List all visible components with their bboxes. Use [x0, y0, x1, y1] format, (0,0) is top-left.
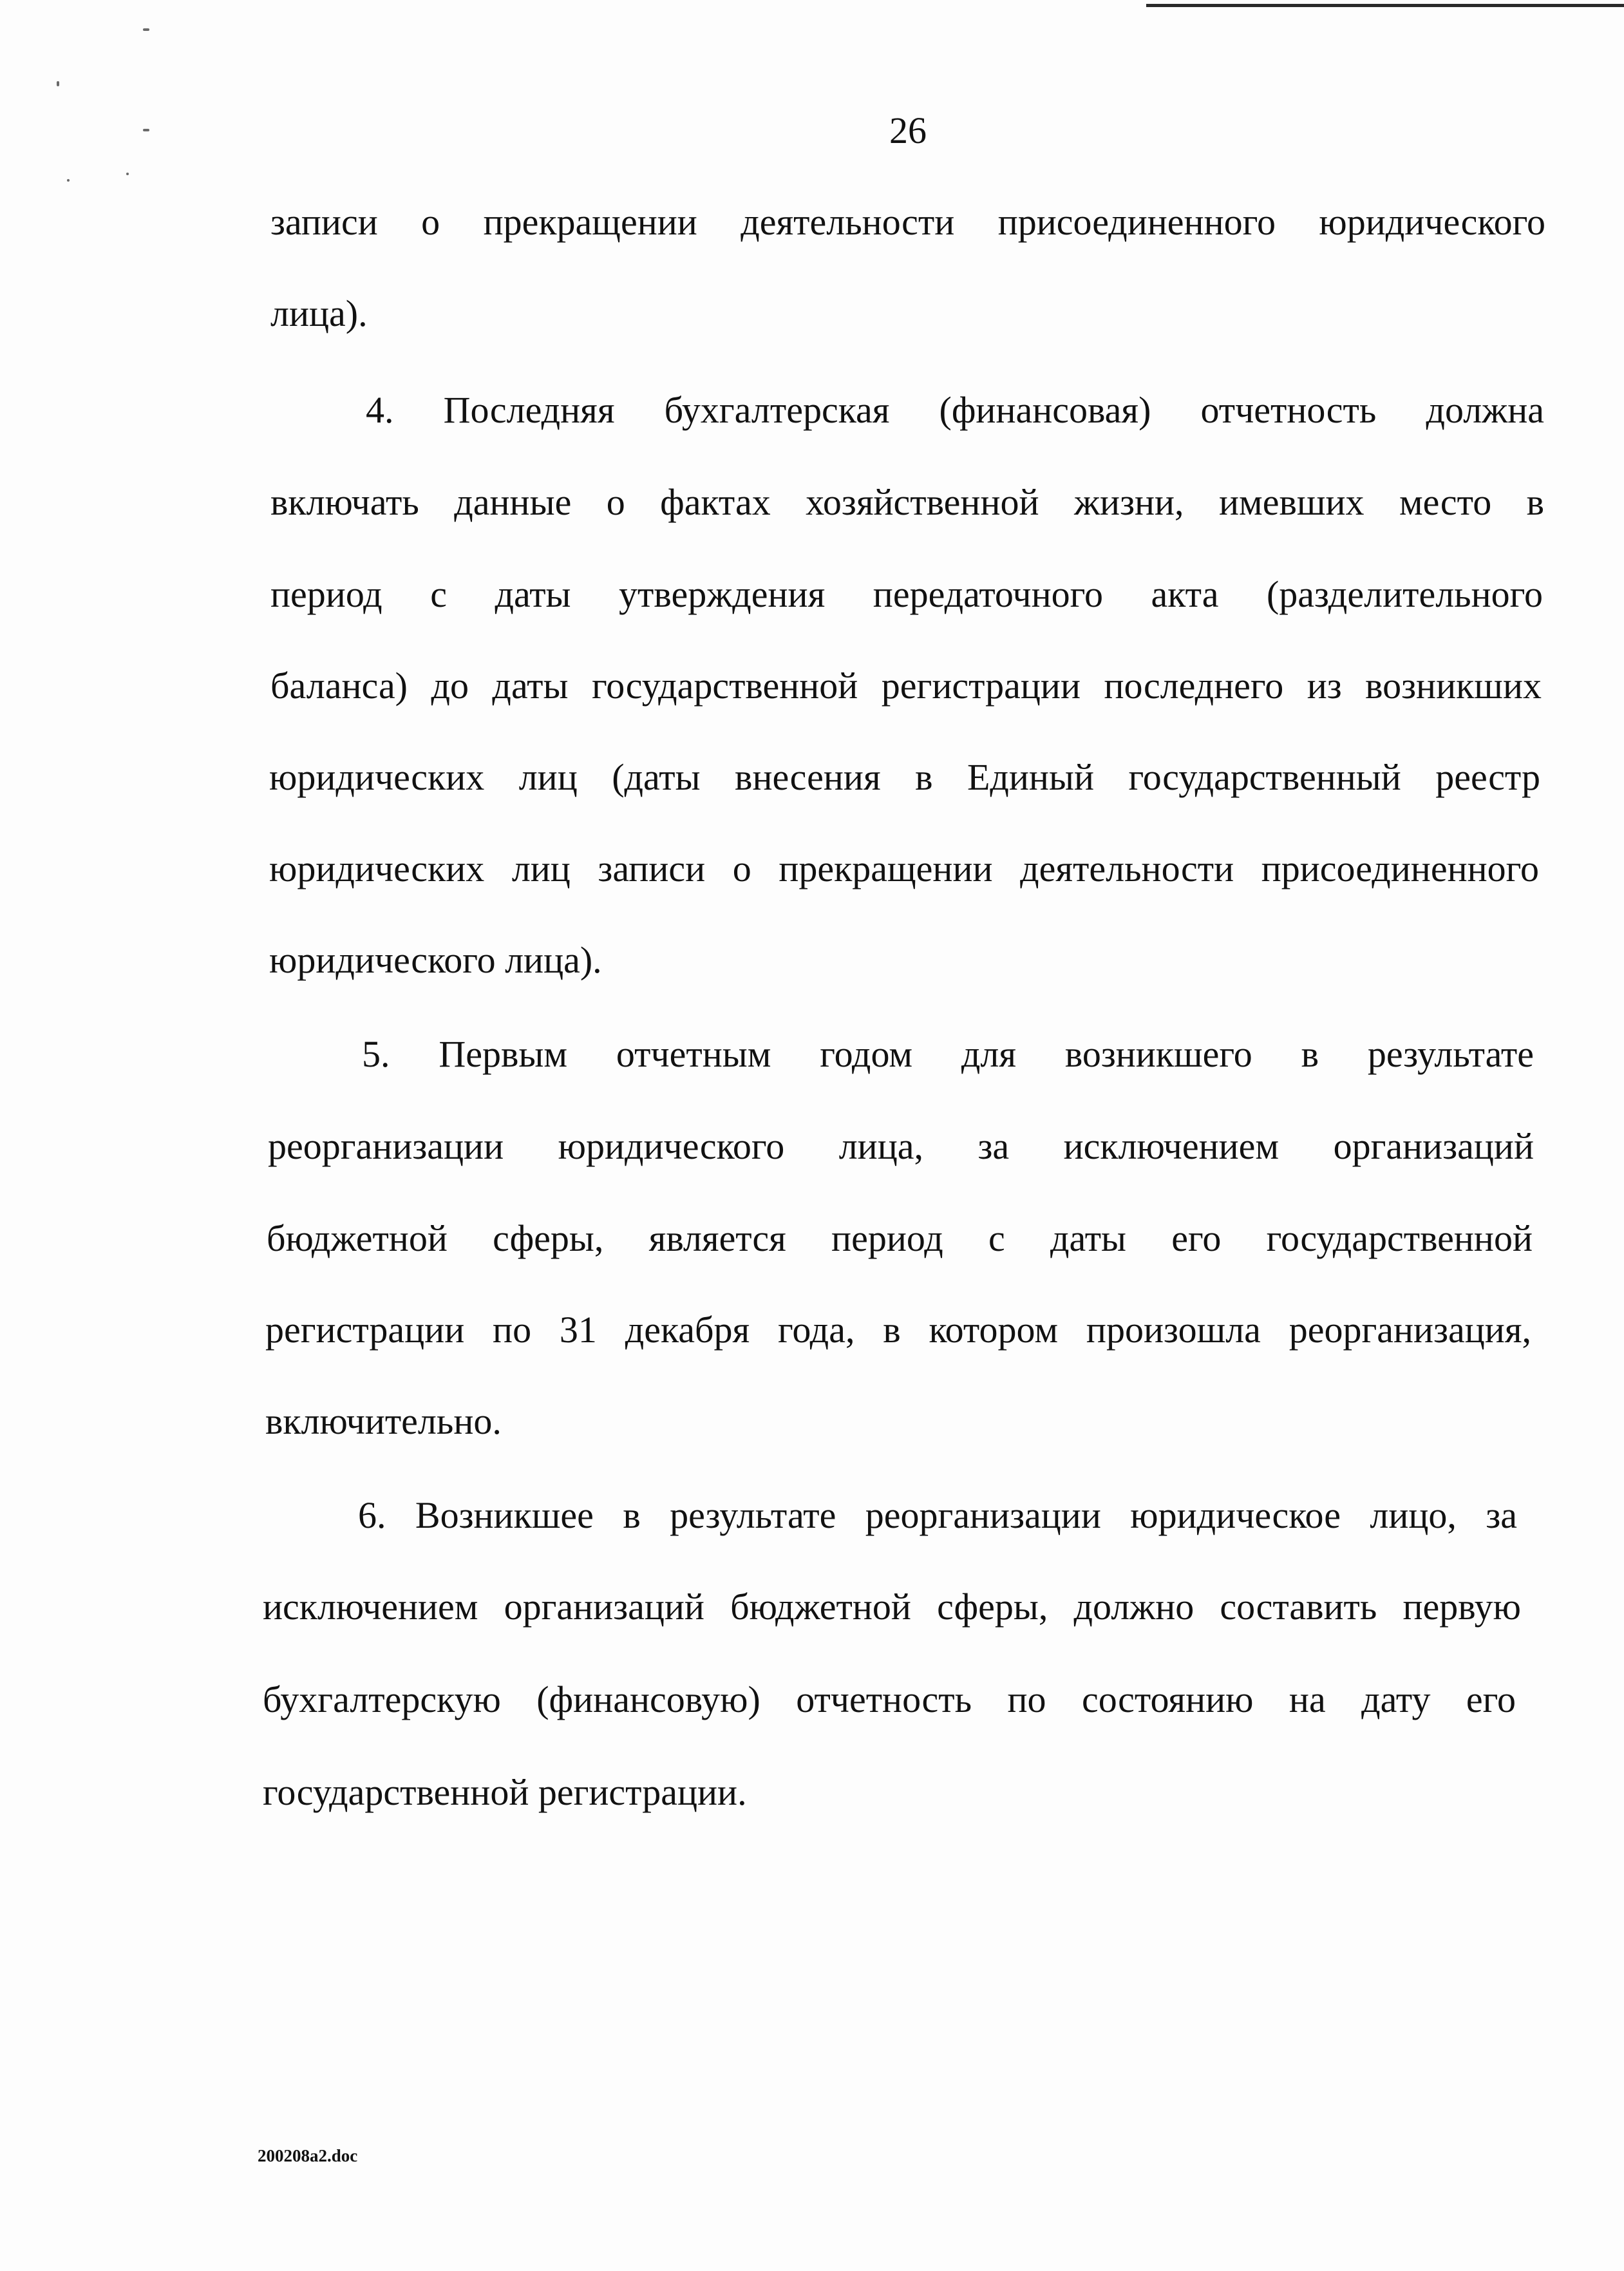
text-line: баланса) до даты государственной регистрации последнего из возникших	[270, 665, 1542, 707]
text-line: юридического лица).	[269, 939, 602, 981]
text-line: государственной регистрации.	[263, 1771, 747, 1813]
text-line: бюджетной сферы, является период с даты его государственной	[267, 1217, 1533, 1259]
page-number: 26	[889, 109, 927, 151]
file-name-footer: 200208a2.doc	[258, 2146, 358, 2165]
text-line: 6. Возникшее в результате реорганизации юридическое лицо, за	[358, 1494, 1517, 1536]
text-line: 5. Первым отчетным годом для возникшего в результате	[362, 1033, 1534, 1075]
text-line: реорганизации юридического лица, за исключением организаций	[268, 1125, 1534, 1167]
scan-edge-rule	[1146, 4, 1624, 7]
text-line: записи о прекращении деятельности присоединенного юридического	[270, 201, 1545, 243]
scan-speck	[67, 179, 70, 182]
text-line: юридических лиц записи о прекращении деятельности присоединенного	[269, 848, 1539, 889]
scan-speck	[143, 129, 149, 131]
scan-speck	[143, 28, 149, 31]
text-line: бухгалтерскую (финансовую) отчетность по состоянию на дату его	[263, 1678, 1516, 1720]
text-line: 4. Последняя бухгалтерская (финансовая) отчетность должна	[366, 389, 1544, 431]
text-line: включительно.	[265, 1400, 502, 1442]
text-line: лица).	[270, 292, 368, 334]
text-line: период с даты утверждения передаточного акта (разделительного	[270, 573, 1543, 615]
scan-speck	[57, 81, 59, 86]
text-line: исключением организаций бюджетной сферы, должно составить первую	[263, 1586, 1521, 1628]
scan-speck	[126, 173, 129, 175]
text-line: юридических лиц (даты внесения в Единый государственный реестр	[269, 756, 1540, 798]
text-line: регистрации по 31 декабря года, в котором произошла реорганизация,	[265, 1309, 1531, 1351]
text-line: включать данные о фактах хозяйственной жизни, имевших место в	[270, 481, 1544, 523]
